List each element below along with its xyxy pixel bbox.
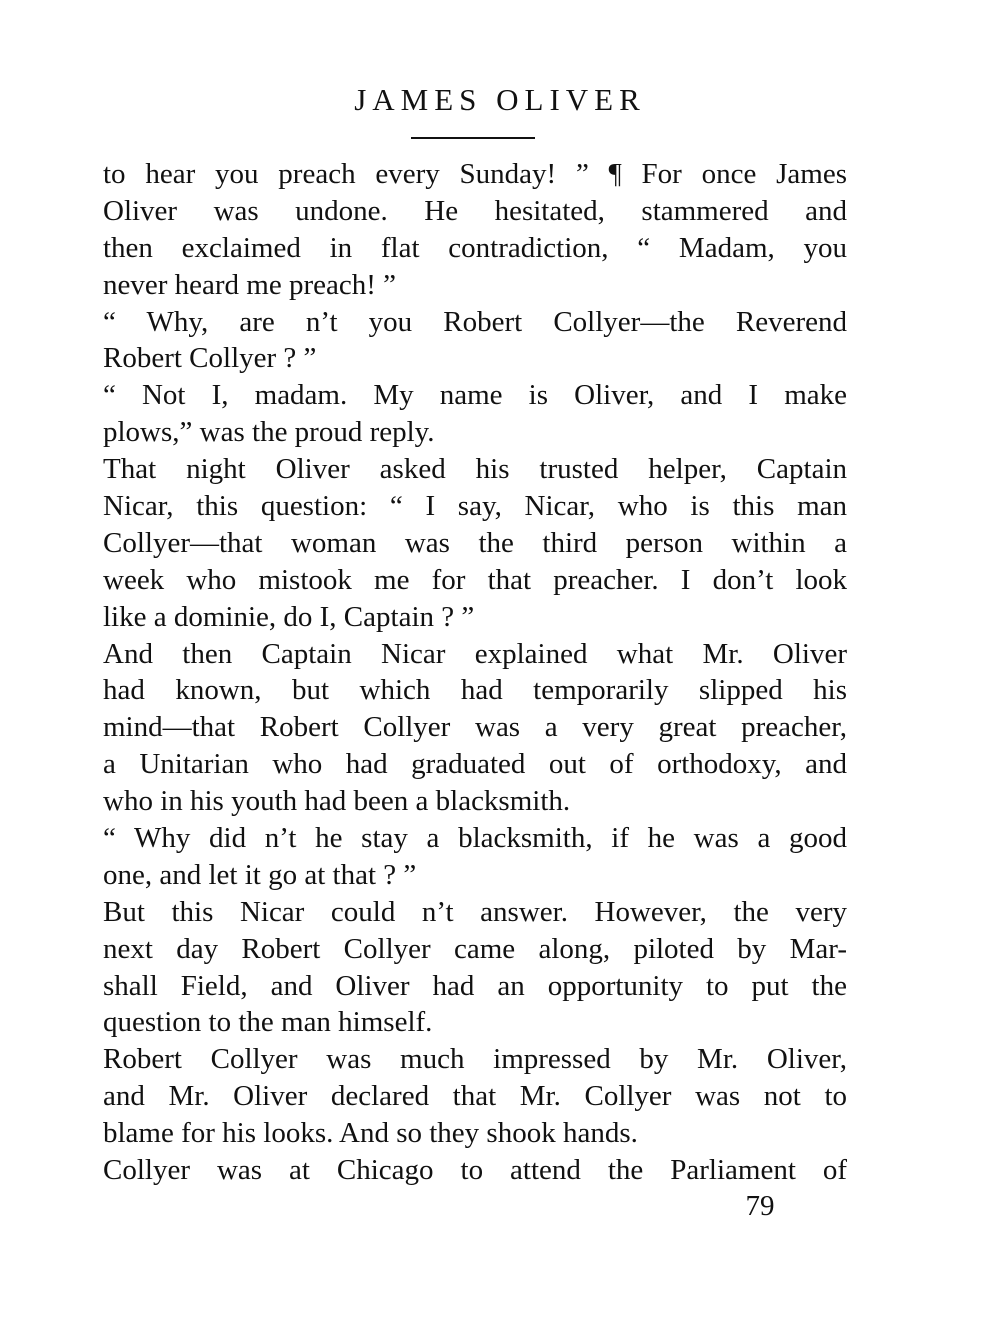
text-line: plows,” was the proud reply. bbox=[103, 416, 435, 449]
text-line: question to the man himself. bbox=[103, 1006, 433, 1039]
text-line: mind—that Robert Collyer was a very great preacher, bbox=[103, 711, 847, 744]
text-line: Collyer—that woman was the third person within a bbox=[103, 526, 847, 559]
text-line: “ Why, are n’t you Robert Collyer—the Reverend bbox=[103, 305, 847, 338]
text-line: Robert Collyer ? ” bbox=[103, 342, 317, 375]
text-line: “ Why did n’t he stay a blacksmith, if he was a good bbox=[103, 822, 847, 855]
text-line: then exclaimed in flat contradiction, “ Madam, you bbox=[103, 231, 847, 264]
text-line: one, and let it go at that ? ” bbox=[103, 858, 417, 891]
text-line: to hear you preach every Sunday! ” ¶ For once James bbox=[103, 158, 847, 190]
text-line: blame for his looks. And so they shook hands. bbox=[103, 1117, 638, 1150]
text-line: week who mistook me for that preacher. I don’t look bbox=[103, 563, 847, 596]
text-line: and Mr. Oliver declared that Mr. Collyer was not to bbox=[103, 1080, 847, 1113]
text-line: Nicar, this question: “ I say, Nicar, who is this man bbox=[103, 490, 847, 523]
page-number: 79 bbox=[745, 1190, 775, 1222]
text-line: shall Field, and Oliver had an opportunity to put the bbox=[103, 969, 847, 1002]
text-line: Collyer was at Chicago to attend the Parliament of bbox=[103, 1154, 847, 1187]
text-line: Robert Collyer was much impressed by Mr. Oliver, bbox=[103, 1043, 847, 1076]
text-line: And then Captain Nicar explained what Mr. Oliver bbox=[103, 637, 847, 670]
text-line: like a dominie, do I, Captain ? ” bbox=[103, 600, 475, 633]
text-line: never heard me preach! ” bbox=[103, 268, 397, 301]
header-rule bbox=[411, 137, 535, 139]
text-line: “ Not I, madam. My name is Oliver, and I make bbox=[103, 379, 847, 412]
running-head: JAMES OLIVER bbox=[354, 82, 646, 117]
text-line: Oliver was undone. He hesitated, stammered and bbox=[103, 194, 847, 227]
text-line: That night Oliver asked his trusted helper, Captain bbox=[103, 453, 847, 486]
text-line: who in his youth had been a blacksmith. bbox=[103, 785, 571, 818]
body-text bbox=[103, 156, 847, 1189]
text-line: But this Nicar could n’t answer. However, the very bbox=[103, 895, 847, 928]
text-line: a Unitarian who had graduated out of orthodoxy, and bbox=[103, 748, 847, 781]
text-line: next day Robert Collyer came along, piloted by Mar- bbox=[103, 932, 847, 965]
text-line: had known, but which had temporarily slipped his bbox=[103, 674, 847, 707]
